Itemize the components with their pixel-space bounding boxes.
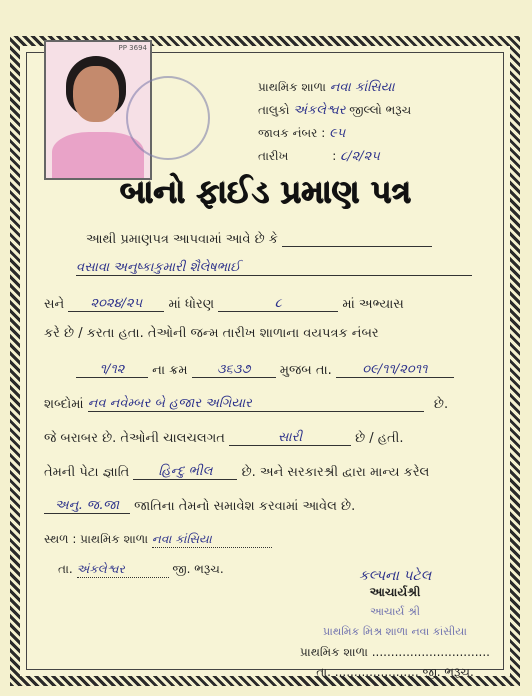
stamp-line1: આચાર્ય શ્રી [369,605,421,618]
sign-district: જી. ભરૂચ. [422,665,474,679]
words-end: છે. [433,397,449,412]
outward-row [258,122,411,145]
intro-blank [282,246,432,247]
dob-words: નવ નવેમ્બર બે હજાર અગિયાર [88,396,424,412]
sign-taluka-row [300,662,490,682]
caste-line [44,464,429,480]
school-row [258,76,411,99]
sign-taluka-label: તા. [316,665,331,679]
as-per-text: મુજબ તા. [279,363,332,378]
header-info [258,76,411,168]
date-row: તારીખ : ૮/૨/૨૫ [258,149,380,164]
school-label: પ્રાથમિક શાળા [258,80,326,94]
place-district: જી. ભરૂચ. [172,562,224,576]
outward-value: ૯૫ [329,126,346,141]
year-value: ૨૦૨૪/૨૫ [68,296,164,312]
intro-line [86,232,432,247]
certificate-title: બાનો ફાઈડ પ્રમાણ પત્ર [119,172,411,210]
std-label: માં ધોરણ [168,297,215,312]
student-name: વસાવા અનુષ્કાકુમારી શૈલેષભાઈ [76,260,472,276]
serial-value: ૩૬૩૭ [192,362,276,378]
std-value: ૮ [218,296,338,312]
conduct-end: છે / હતી. [355,431,404,446]
dob-value: ૦૯/૧૧/૨૦૧૧ [336,362,454,378]
place-line [44,532,272,548]
sign-taluka-dots: ...................... [334,665,419,679]
taluka-label: તાલુકો [258,103,290,117]
caste-value: હિન્દુ ભીલ [133,464,237,480]
sign-school-dots: ............................... [371,645,490,659]
signature-scribble: કલ્પના પટેલ [358,568,432,584]
photo-tag: PP 3694 [118,44,147,52]
category-line [44,498,355,514]
place-taluka-value: અંકલેશ્વર [77,562,169,578]
principal-title: આચાર્યશ્રી [369,585,421,599]
name-line [76,260,472,276]
conduct-value: સારી [229,430,351,446]
conduct-line [44,430,404,446]
category-value: અનુ. જ.જા [44,498,130,514]
district-label: જીલ્લો ભરૂચ [349,103,412,117]
studying-text: માં અભ્યાસ [342,297,404,312]
sign-school-row [300,642,490,662]
school-value: નવા કાંસિયા [329,80,395,95]
words-line [44,396,448,412]
gr-line [76,362,454,378]
date-value: ૮/૨/૨૫ [340,149,380,164]
words-label: શબ્દોમાં [44,397,84,412]
place-label: સ્થળ : પ્રાથમિક શાળા [44,532,149,546]
year-line [44,296,404,312]
caste-label: તેમની પેટા જ્ઞાતિ [44,465,130,480]
place-taluka-label: તા. [58,562,73,576]
photo-face [73,66,119,122]
stamp-line2: પ્રાથમિક મિશ્ર શાળા નવા કાંસીયા [323,625,467,638]
school-seal [126,76,210,160]
date-label: તારીખ [258,149,289,163]
correct-text: જે બરાબર છે. તેઓની ચાલચલગત [44,431,225,446]
place-taluka-line [58,562,224,578]
outward-label: જાવક નંબર : [258,126,326,140]
sign-school-label: પ્રાથમિક શાળા [300,645,368,659]
taluka-row [258,99,411,122]
line3: કરે છે / કરતા હતા. તેઓની જન્મ તારીખ શાળાના વયપત્રક નંબર [44,326,379,341]
signature-block [300,566,490,682]
year-label: સને [44,297,65,312]
serial-label: ના ક્રમ [152,363,188,378]
place-value: નવા કાંસિયા [152,532,272,548]
caste-end: છે. અને સરકારશ્રી દ્વારા માન્ય કરેલ [241,465,430,480]
category-end: જાતિના તેમનો સમાવેશ કરવામાં આવેલ છે. [134,499,356,514]
taluka-value: અંકલેશ્વર [293,103,346,118]
gr-value: ૧/૧૨ [76,362,148,378]
intro-text: આથી પ્રમાણપત્ર આપવામાં આવે છે કે [86,232,278,247]
